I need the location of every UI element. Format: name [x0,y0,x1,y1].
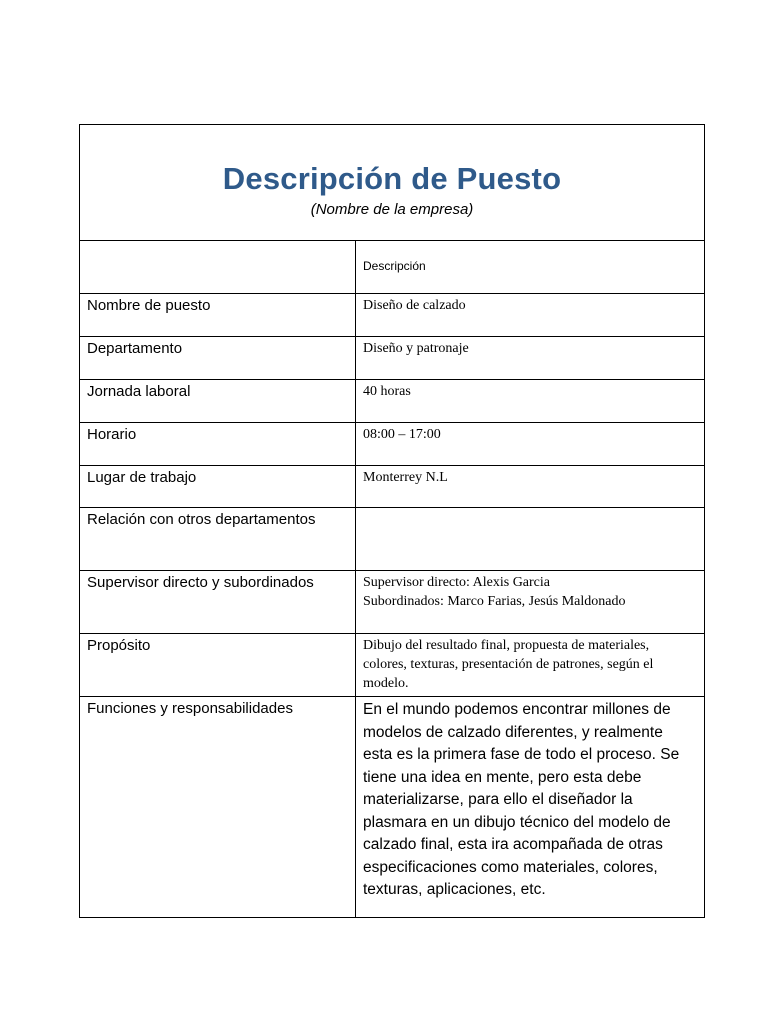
row-label-workday: Jornada laboral [80,380,356,423]
functions-line: materializarse, para ello el diseñador la [363,791,633,808]
purpose-line: Dibujo del resultado final, propuesta de materiales, [363,638,650,653]
row-label-workplace: Lugar de trabajo [80,466,356,508]
table-row [80,337,705,380]
header-cell [80,125,705,241]
row-label-schedule: Horario [80,423,356,466]
row-value-job-name: Diseño de calzado [356,294,705,337]
row-value-workday: 40 horas [356,380,705,423]
functions-line: tiene una idea en mente, pero esta debe [363,768,642,786]
functions-line: texturas, aplicaciones, etc. [363,881,546,898]
row-label-relations: Relación con otros departamentos [80,508,356,571]
row-label-department: Departamento [80,337,356,380]
row-label-purpose: Propósito [80,634,356,697]
empty-header-cell [80,241,356,294]
table-row [80,466,705,508]
functions-line: calzado final, esta ira acompañada de otras [363,836,663,853]
table-row [80,697,705,918]
row-value-purpose [356,634,705,697]
supervisor-line: Supervisor directo: Alexis Garcia [363,575,551,590]
column-header-row [80,241,705,294]
page-title: Descripción de Puesto [222,161,562,196]
row-value-functions [356,697,705,918]
table-row [80,571,705,634]
company-name-placeholder: (Nombre de la empresa) [310,201,474,218]
column-header-description: Descripción [356,241,705,294]
row-label-job-name: Nombre de puesto [80,294,356,337]
functions-line: En el mundo podemos encontrar millones de [363,701,671,718]
row-value-supervisor [356,571,705,634]
job-description-table [79,124,705,918]
functions-line: especificaciones como materiales, colores, [363,858,658,876]
functions-line: esta es la primera fase de todo el proceso. Se [363,746,680,763]
functions-line: plasmara en un dibujo técnico del modelo de [363,813,671,831]
row-label-functions: Funciones y responsabilidades [80,697,356,918]
table-row [80,380,705,423]
row-value-workplace: Monterrey N.L [356,466,705,508]
functions-line: modelos de calzado diferentes, y realmente [363,723,663,741]
row-value-schedule: 08:00 – 17:00 [356,423,705,466]
table-row [80,423,705,466]
table-row [80,634,705,697]
row-label-supervisor: Supervisor directo y subordinados [80,571,356,634]
header-row [80,125,705,241]
purpose-line: colores, texturas, presentación de patrones, según el [363,657,654,672]
row-value-relations [356,508,705,571]
purpose-line: modelo. [363,676,409,691]
row-value-department: Diseño y patronaje [356,337,705,380]
table-row [80,508,705,571]
subordinates-line: Subordinados: Marco Farias, Jesús Maldonado [363,594,626,609]
table-row [80,294,705,337]
